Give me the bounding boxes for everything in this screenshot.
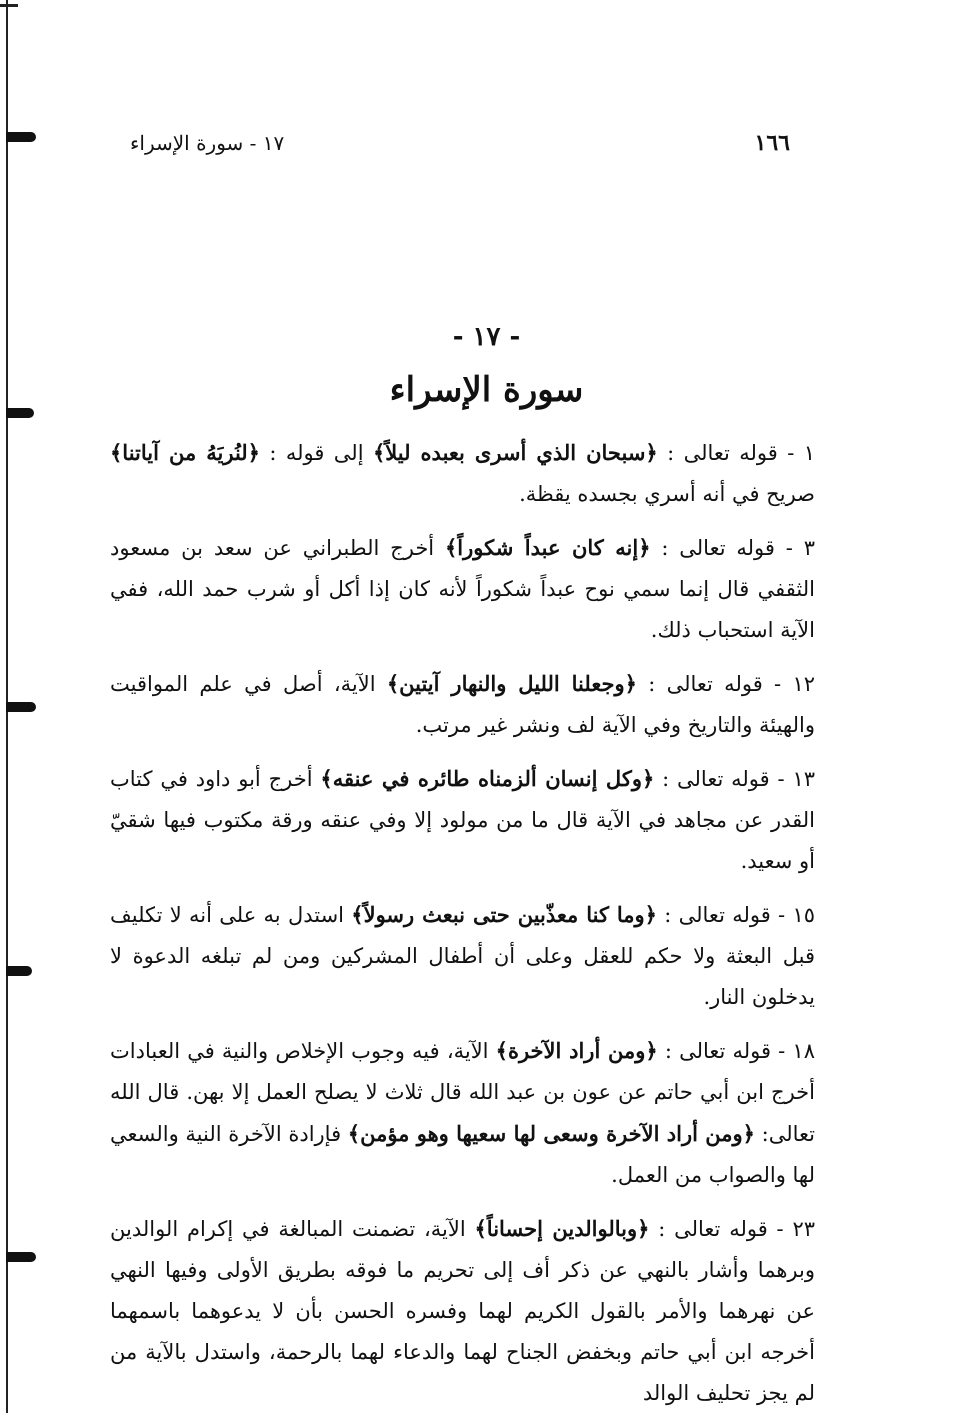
- quran-quote: ﴿سبحان الذي أسرى بعبده ليلاً﴾: [372, 440, 658, 465]
- thumb-tab-marker: [6, 966, 32, 976]
- paragraph-text: إلى قوله :: [260, 441, 373, 465]
- chapter-title: سورة الإسراء: [389, 370, 584, 410]
- page-number: ١٦٦: [754, 130, 790, 156]
- quran-quote: ﴿وما كنا معذّبين حتى نبعث رسولاً﴾: [351, 902, 657, 927]
- paragraph-prefix: ١٢ - قوله تعالى :: [636, 672, 815, 696]
- running-title: ١٧ - سورة الإسراء: [130, 131, 285, 155]
- paragraph-text: الآية، أصل في علم المواقيت والهيئة والتاريخ وفي الآية لف ونشر غير مرتب.: [110, 672, 815, 737]
- paragraph-prefix: ١٥ - قوله تعالى :: [656, 903, 815, 927]
- paragraph-prefix: ١ - قوله تعالى :: [657, 441, 815, 465]
- paragraph-prefix: ١٣ - قوله تعالى :: [654, 767, 816, 791]
- quran-quote: ﴿لنُريَهُ من آياتنا﴾: [110, 440, 260, 465]
- quran-quote: ﴿ومن أراد الآخرة وسعى لها سعيها وهو مؤمن﴾: [347, 1121, 755, 1146]
- paragraph-verse-18: [110, 1030, 815, 1196]
- paragraph-text: أخرج أبو داود في كتاب القدر عن مجاهد في الآية قال ما من مولود إلا وفي عنقه ورقة مكتوب فيها شقيّ أو سعيد.: [110, 767, 815, 873]
- paragraph-text: الآية، تضمنت المبالغة في إكرام الوالدين وبرهما وأشار بالنهي عن ذكر أف إلى تحريم ما فوقه بطريق الأولى وفيها النهي عن نهرهما والأمر بالقول الكريم لهما وفسره الحسن بأن لا يدعوهما باسمهما أخرجه ابن أبي حاتم وبخفض الجناح لهما والدعاء لهما بالرحمة، واستدل بالآية من لم يجز تحليف الوالد: [110, 1217, 815, 1405]
- main-text: [110, 432, 815, 1426]
- page-header: [130, 128, 790, 158]
- paragraph-text: أخرج الطبراني عن سعد بن مسعود الثقفي قال إنما سمي نوح عبداً شكوراً لأنه كان إذا أكل أو شرب حمد الله، ففي الآية استحباب ذلك.: [110, 536, 815, 642]
- paragraph-verse-13: [110, 758, 815, 882]
- paragraph-verse-1: [110, 432, 815, 515]
- thumb-tab-marker: [6, 702, 36, 712]
- quran-quote: ﴿وكل إنسان ألزمناه طائره في عنقه﴾: [320, 766, 655, 791]
- paragraph-verse-15: [110, 894, 815, 1018]
- thumb-tab-marker: [6, 132, 36, 142]
- paragraph-prefix: ٣ - قوله تعالى :: [650, 536, 816, 560]
- paragraph-verse-23: [110, 1208, 815, 1414]
- quran-quote: ﴿وجعلنا الليل والنهار آيتين﴾: [386, 671, 637, 696]
- quran-quote: ﴿وبالوالدين إحساناً﴾: [474, 1216, 650, 1241]
- paragraph-verse-3: [110, 527, 815, 651]
- paragraph-text: استدل به على أنه لا تكليف قبل البعثة ولا حكم للعقل وعلى أن أطفال المشركين ومن لم تبلغه الدعوة لا يدخلون النار.: [110, 903, 815, 1009]
- quran-quote: ﴿ومن أراد الآخرة﴾: [495, 1038, 658, 1063]
- paragraph-text: الآية، فيه وجوب الإخلاص والنية في العبادات أخرج ابن أبي حاتم عن عون بن عبد الله قال ثلاث لا يصلح العمل إلا بهن. قال الله تعالى:: [110, 1039, 815, 1146]
- paragraph-text: فإرادة الآخرة النية والسعي لها والصواب من العمل.: [110, 1122, 815, 1187]
- paragraph-text: صريح في أنه أسري بجسده يقظة.: [519, 482, 815, 506]
- thumb-tab-marker: [6, 1252, 36, 1262]
- paragraph-verse-12: [110, 663, 815, 746]
- paragraph-prefix: ١٨ - قوله تعالى :: [657, 1039, 815, 1063]
- chapter-number: - ١٧ -: [452, 322, 521, 352]
- scan-edge-mark: [0, 4, 18, 7]
- quran-quote: ﴿إنه كان عبداً شكوراً﴾: [444, 535, 651, 560]
- paragraph-prefix: ٢٣ - قوله تعالى :: [649, 1217, 815, 1241]
